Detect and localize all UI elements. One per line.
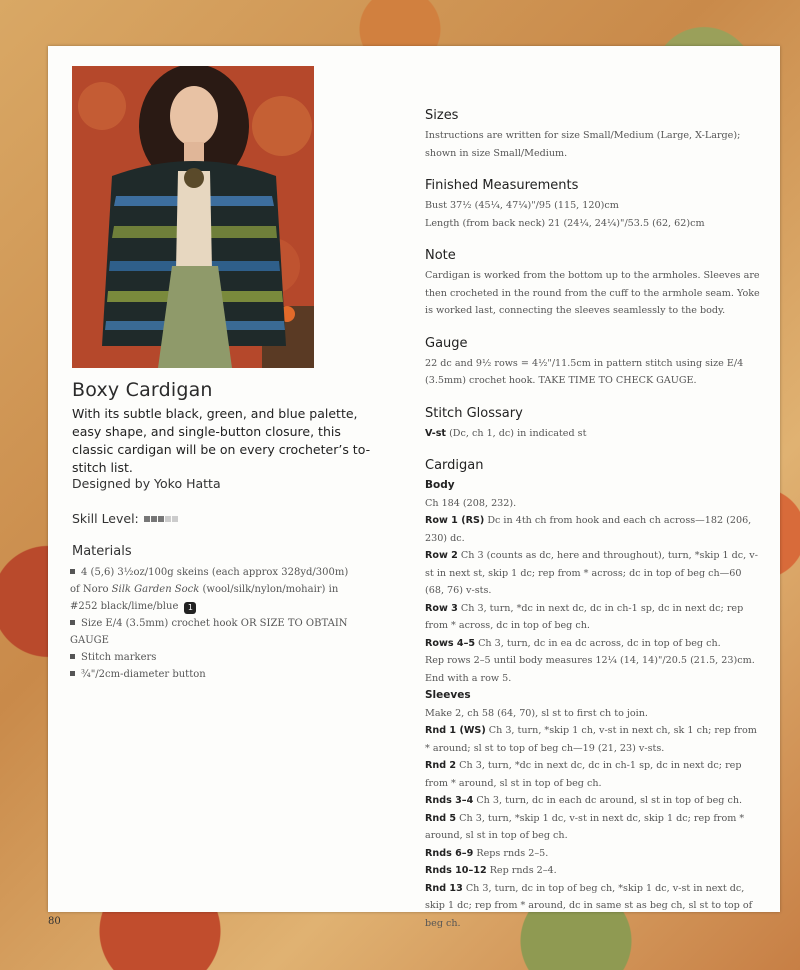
material-item: ¾"/2cm-diameter button [70, 666, 360, 683]
skill-square-icon [158, 516, 164, 522]
skill-square-icon [144, 516, 150, 522]
skill-level-label: Skill Level: [72, 511, 139, 526]
section-heading: Note [425, 248, 456, 263]
instruction-row: Rnd 13 Ch 3, turn, dc in top of beg ch, *skip 1 dc, v-st in next dc, skip 1 dc; rep from * around, dc in same st as beg ch, sl st to top of beg ch. [425, 882, 753, 929]
section-heading: Sizes [425, 108, 459, 123]
bullet-icon [70, 569, 75, 574]
instruction-row: Row 2 Ch 3 (counts as dc, here and throughout), turn, *skip 1 dc, v-st in next st, skip 1 dc; rep from * across; dc in top of beg ch—60 (68, 76) v-sts. [425, 550, 758, 596]
cardigan-section: Cardigan Body Ch 184 (208, 232). Row 1 (RS) Dc in 4th ch from hook and each ch across—182 (206, 230) dc. Row 2 Ch 3 (counts as dc, here and throughout), turn, *skip 1 dc, v-st in next st, skip 1 dc; rep from * across; dc in top of beg ch—60 (68, 76) v-sts. Row 3 Ch 3, turn, *dc in next dc, dc in ch-1 sp, dc in next dc; rep from * across, dc in top of beg ch. Rows 4–5 Ch 3, turn, dc in ea dc across, dc in top of beg ch. Rep rows 2–5 until body measures 12¼ (14, 14)"/20.5 (21.5, 23)cm. End with a row 5. Sleeves Make 2, ch 58 (64, 70), sl st to first ch to join. Rnd 1 (WS) Ch 3, turn, *skip 1 ch, v-st in next ch, sk 1 ch; rep from * around; sl st to top of beg ch—19 (21, 23) v-sts. Rnd 2 Ch 3, turn, *dc in next dc, dc in ch-1 sp, dc in next dc; rep from * around, sl st in top of beg ch. Rnds 3–4 Ch 3, turn, dc in each dc around, sl st in top of beg ch. Rnd 5 Ch 3, turn, *skip 1 dc, v-st in next dc, skip 1 dc; rep from * around, sl st in top of beg ch. Rnds 6–9 Reps rnds 2–5. Rnds 10–12 Rep rnds 2–4. Rnd 13 Ch 3, turn, dc in top of beg ch, *skip 1 dc, v-st in next dc, skip 1 dc; rep from * around, dc in same st as beg ch, sl st to top of beg ch. [425, 458, 763, 932]
instruction-row: Rnd 1 (WS) Ch 3, turn, *skip 1 ch, v-st in next ch, sk 1 ch; rep from * around; sl st to top of beg ch—19 (21, 23) v-sts. [425, 725, 757, 754]
material-item: 4 (5,6) 3½oz/100g skeins (each approx 328yd/300m) of Noro Silk Garden Sock (wool/silk/nylon/mohair) in #252 black/lime/blue 1 [70, 567, 349, 612]
materials-heading: Materials [72, 544, 132, 559]
section-heading: Finished Measurements [425, 178, 579, 193]
yarn-weight-icon: 1 [184, 602, 196, 614]
skill-square-icon [151, 516, 157, 522]
instruction-row: Rnds 3–4 Ch 3, turn, dc in each dc around, sl st in top of beg ch. [425, 795, 743, 806]
instruction-row: Rnds 10–12 Rep rnds 2–4. [425, 865, 557, 876]
material-item: Size E/4 (3.5mm) crochet hook OR SIZE TO OBTAIN GAUGE [70, 618, 348, 646]
materials-list [70, 564, 360, 683]
instruction-row: Rows 4–5 Ch 3, turn, dc in ea dc across, dc in top of beg ch. [425, 637, 721, 649]
bullet-icon [70, 671, 75, 676]
instruction-row: Row 1 (RS) Dc in 4th ch from hook and each ch across—182 (206, 230) dc. [425, 515, 752, 544]
instruction-row: Rnds 6–9 Reps rnds 2–5. [425, 847, 549, 859]
sizes-section: Sizes Instructions are written for size Small/Medium (Large, X-Large); shown in size Small/Medium. [425, 108, 763, 162]
skill-level-indicator [143, 511, 178, 526]
instruction-row: Rnd 5 Ch 3, turn, *skip 1 dc, v-st in next dc, skip 1 dc; rep from * around, sl st in top of beg ch. [425, 812, 745, 841]
note-section: Note Cardigan is worked from the bottom up to the armholes. Sleeves are then crocheted in the round from the cuff to the armhole seam. Yoke is worked last, connecting the sleeves seamlessly to the body. [425, 248, 763, 320]
bullet-icon [70, 654, 75, 659]
section-heading: Cardigan [425, 458, 484, 473]
page-number: 80 [48, 916, 61, 927]
section-heading: Gauge [425, 335, 468, 351]
skill-square-icon [172, 516, 178, 522]
instruction-row: Rnd 2 Ch 3, turn, *dc in next dc, dc in ch-1 sp, dc in next dc; rep from * around, sl st in top of beg ch. [425, 760, 742, 789]
bullet-icon [70, 620, 75, 625]
finished-measurements-section: Finished Measurements Bust 37½ (45¼, 47¼)"/95 (115, 120)cm Length (from back neck) 21 (24¼, 24¼)"/53.5 (62, 62)cm [425, 178, 763, 232]
material-item: Stitch markers [70, 649, 360, 666]
pattern-intro: With its subtle black, green, and blue palette, easy shape, and single-button closure, this classic cardigan will be on every crocheter’s to-stitch list. [72, 406, 371, 475]
subsection-heading: Body [425, 479, 455, 491]
pattern-title: Boxy Cardigan [72, 379, 213, 401]
skill-level [72, 511, 178, 526]
instructions-column [425, 108, 763, 948]
designer-credit: Designed by Yoko Hatta [72, 476, 221, 491]
cardigan-photo [72, 66, 314, 368]
stitch-glossary-section: Stitch Glossary V-st (Dc, ch 1, dc) in indicated st [425, 406, 763, 443]
gauge-section: Gauge 22 dc and 9½ rows = 4½"/11.5cm in pattern stitch using size E/4 (3.5mm) crochet hook. TAKE TIME TO CHECK GAUGE. [425, 336, 763, 390]
skill-square-icon [165, 516, 171, 522]
section-heading: Stitch Glossary [425, 405, 523, 421]
subsection-heading: Sleeves [425, 689, 471, 701]
instruction-row: Rep rows 2–5 until body measures 12¼ (14, 14)"/20.5 (21.5, 23)cm. End with a row 5. [425, 655, 755, 684]
instruction-row: Row 3 Ch 3, turn, *dc in next dc, dc in ch-1 sp, dc in next dc; rep from * across, dc in top of beg ch. [425, 602, 744, 631]
